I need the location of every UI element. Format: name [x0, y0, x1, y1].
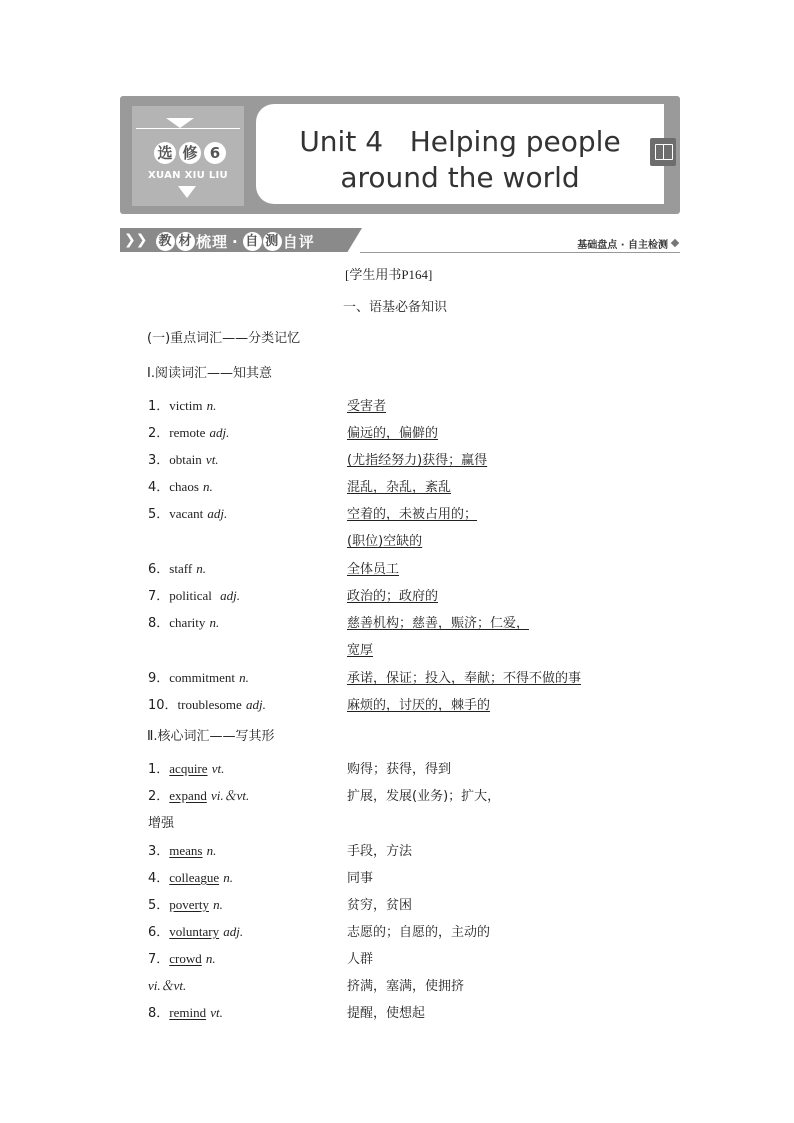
vocab-meaning: 贫穷，贫困 — [347, 898, 413, 913]
vocab-row — [0, 894, 794, 914]
vocab-extra-pos: vi.＆vt. — [148, 978, 187, 993]
vocab-row — [0, 585, 794, 605]
vocab-entry: 2．expand vi.＆vt. — [148, 788, 250, 804]
vocab-meaning: 承诺，保证；投入，奉献；不得不做的事 — [347, 671, 582, 686]
vocab-row — [0, 503, 794, 523]
book-icon — [650, 138, 676, 166]
vocab-meaning: (尤指经努力)获得；赢得 — [347, 453, 488, 468]
vocab-meaning: 提醒，使想起 — [347, 1006, 426, 1021]
vocab-meaning: 政治的；政府的 — [347, 589, 439, 604]
vocab-row — [0, 867, 794, 887]
band-char-3: 梳理 — [196, 233, 229, 251]
vocab-row — [0, 694, 794, 714]
vocab-row — [0, 612, 794, 632]
unit-title-line-2: around the world — [340, 161, 580, 194]
band-char-5: 测 — [263, 232, 282, 251]
vocab-extra-meaning: 挤满，塞满，使拥挤 — [347, 979, 465, 994]
vocab-entry: 1．acquire vt. — [148, 761, 225, 777]
vocab-entry: 1．victim n. — [148, 398, 217, 414]
vocab-meaning: 扩展，发展(业务)；扩大， — [347, 789, 501, 804]
band-char-6: 自评 — [282, 233, 315, 251]
triangle-decoration-icon — [166, 118, 194, 128]
vocab-entry: 9．commitment n. — [148, 670, 249, 686]
vocab-entry: 4．colleague n. — [148, 870, 233, 886]
vocab-row — [0, 758, 794, 778]
vocab-entry: 6．staff n. — [148, 561, 207, 577]
vocab-meaning: 同事 — [347, 871, 374, 886]
part2-heading: Ⅱ.核心词汇——写其形 — [147, 729, 275, 744]
vocab-row — [0, 667, 794, 687]
diamond-icon — [671, 239, 679, 247]
vocab-entry: 5．poverty n. — [148, 897, 223, 913]
vocab-row — [0, 921, 794, 941]
vocab-row-continued — [0, 639, 794, 659]
band-char-1: 教 — [156, 232, 175, 251]
unit-title — [256, 124, 664, 196]
badge-char-2: 修 — [179, 142, 201, 164]
vocab-row — [0, 422, 794, 442]
part1-heading: Ⅰ.阅读词汇——知其意 — [147, 366, 272, 381]
elective-badge — [132, 106, 244, 206]
section-band-subtitle: 基础盘点 · 自主检测 — [577, 240, 668, 251]
badge-divider — [136, 128, 240, 129]
vocab-meaning: 麻烦的，讨厌的，棘手的 — [347, 698, 491, 713]
badge-code — [150, 142, 230, 164]
down-triangle-icon — [178, 186, 196, 198]
vocab-meaning: 人群 — [347, 952, 374, 967]
vocab-row — [0, 558, 794, 578]
unit-banner — [120, 96, 680, 214]
vocab-meaning: 手段，方法 — [347, 844, 413, 859]
vocab-meaning: 偏远的，偏僻的 — [347, 426, 439, 441]
vocab-meaning: 购得；获得，得到 — [347, 762, 452, 777]
vocab-row-continued — [0, 975, 794, 995]
vocab-entry: 7．political adj. — [148, 588, 241, 604]
vocab-entry: 4．chaos n. — [148, 479, 213, 495]
vocab-entry: 5．vacant adj. — [148, 506, 228, 522]
vocab-entry: 8．charity n. — [148, 615, 220, 631]
vocab-entry: 3．means n. — [148, 843, 217, 859]
vocab-meaning-continued: 宽厚 — [347, 643, 374, 658]
band-char-4: 自 — [243, 232, 262, 251]
band-dot: · — [232, 232, 239, 251]
vocab-entry: 3．obtain vt. — [148, 452, 219, 468]
vocab-meaning-continued: (职位)空缺的 — [347, 534, 423, 549]
band-char-2: 材 — [176, 232, 195, 251]
badge-pinyin: XUAN XIU LIU — [148, 170, 228, 181]
subheading: (一)重点词汇——分类记忆 — [147, 331, 301, 346]
vocab-row-continued — [0, 530, 794, 550]
vocab-row — [0, 1002, 794, 1022]
vocab-entry: 2．remote adj. — [148, 425, 230, 441]
vocab-row — [0, 476, 794, 496]
vocab-meaning-continued: 增强 — [148, 816, 175, 831]
vocab-meaning: 混乱，杂乱，紊乱 — [347, 480, 452, 495]
section-band — [120, 228, 680, 254]
vocab-row — [0, 785, 794, 805]
vocab-meaning: 空着的，未被占用的； — [347, 507, 478, 522]
unit-title-box — [256, 104, 664, 204]
vocab-entry: 6．voluntary adj. — [148, 924, 244, 940]
vocab-row — [0, 395, 794, 415]
badge-char-3: 6 — [204, 142, 226, 164]
vocab-entry: 8．remind vt. — [148, 1005, 223, 1021]
vocab-meaning: 慈善机构；慈善，赈济；仁爱， — [347, 616, 530, 631]
vocab-row — [0, 449, 794, 469]
section-band-title — [156, 231, 315, 252]
vocab-meaning: 全体员工 — [347, 562, 400, 577]
vocab-meaning: 受害者 — [347, 399, 387, 414]
vocab-entry: 10．troublesome adj. — [148, 697, 266, 713]
section-band-line — [360, 252, 680, 253]
vocab-meaning: 志愿的；自愿的，主动的 — [347, 925, 491, 940]
vocab-row — [0, 948, 794, 968]
unit-title-line-1: Unit 4 Helping people — [299, 125, 621, 158]
vocab-row — [0, 840, 794, 860]
badge-char-1: 选 — [154, 142, 176, 164]
vocab-entry: 7．crowd n. — [148, 951, 216, 967]
textbook-reference: [学生用书P164] — [345, 267, 433, 282]
double-arrow-icon: ❯❯ — [124, 232, 148, 248]
vocab-row-continued — [0, 812, 794, 832]
section-heading: 一、语基必备知识 — [343, 300, 448, 315]
